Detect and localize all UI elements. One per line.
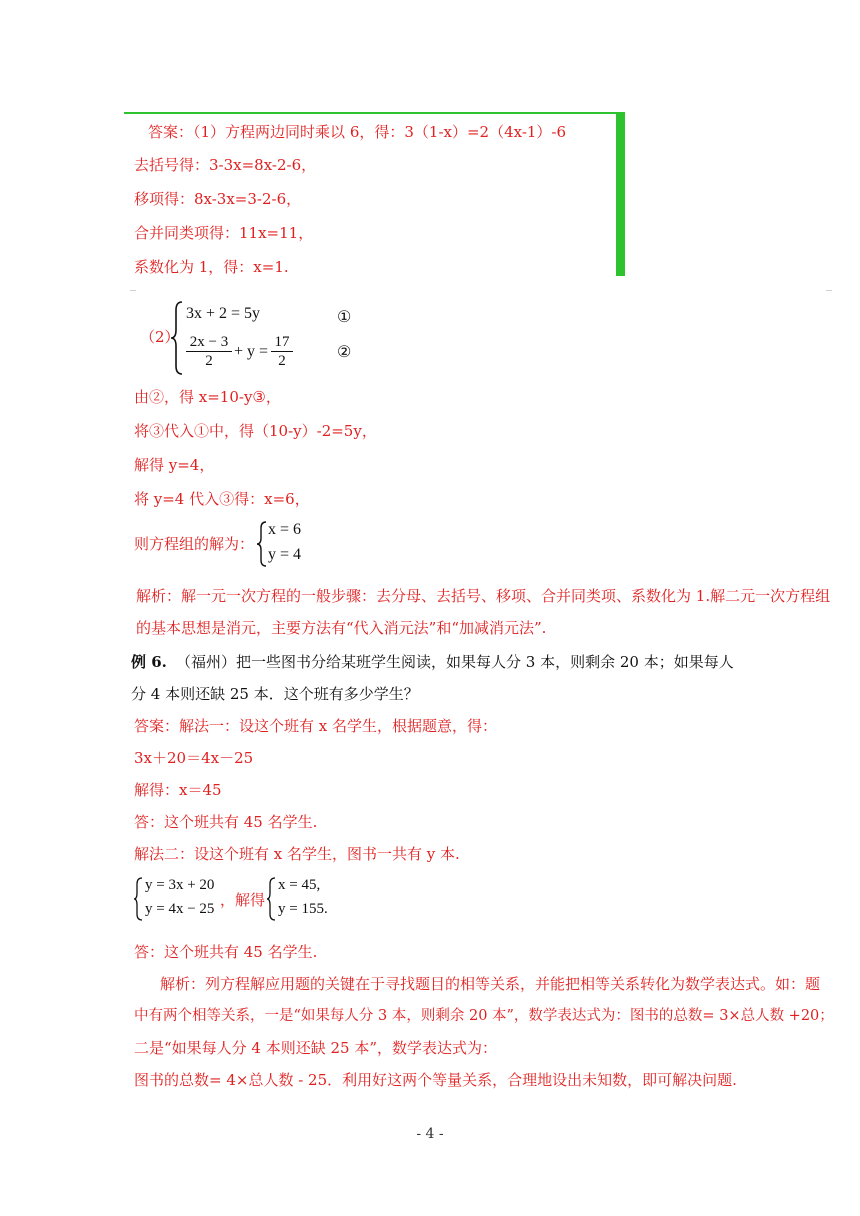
solution-label: 则方程组的解为： [134,535,255,553]
answer-6-line-5: 解法二：设这个班有 x 名学生，图书一共有 y 本. [134,845,460,863]
equation-2-denominator: 2 [205,353,213,369]
part2-label: （2） [140,328,180,346]
analysis-2-line-3: 二是“如果每人分 4 本则还缺 25 本”，数学表达式为： [134,1039,498,1057]
analysis-2-line-2: 中有两个相等关系，一是“如果每人分 3 本，则剩余 20 本”，数学表达式为：图书的总数= 3×总人数 +20； [134,1008,834,1024]
divider-mark-left [130,290,136,291]
answer-6-line-1: 答案：解法一：设这个班有 x 名学生，根据题意，得： [134,717,497,735]
system-brace-3 [266,876,277,922]
solution-brace [256,520,268,568]
analysis-2-line-4: 图书的总数= 4×总人数 - 25．利用好这两个等量关系，合理地设出未知数，即可解决问题. [134,1071,737,1089]
system-3-eq-b: y = 155. [278,901,328,917]
equation-2-rhs-numerator: 17 [271,333,293,352]
solve-word: ，解得 [220,891,266,909]
solution-y: y = 4 [268,546,302,563]
page-number: - 4 - [416,1126,444,1142]
system-brace-2 [133,876,144,922]
example-6-text-2: 分 4 本则还缺 25 本．这个班有多少学生？ [131,685,419,703]
example-6-label: 例 6. [131,653,167,671]
answer-box-line-5: 系数化为 1，得：x=1. [134,258,289,276]
solution-x: x = 6 [268,521,302,538]
system-2-eq-b: y = 4x − 25 [145,901,215,917]
divider-mark-right [826,290,832,291]
analysis-1-line-2: 的基本思想是消元，主要方法有“代入消元法”和“加减消元法”. [136,619,547,637]
analysis-1-line-1: 解析：解一元一次方程的一般步骤：去分母、去括号、移项、合并同类项、系数化为 1.解二元一次方程组 [136,587,831,605]
system-2-eq-a: y = 3x + 20 [145,877,215,893]
equation-1: 3x + 2 = 5y [186,305,261,322]
answer-box-line-3: 移项得：8x-3x=3-2-6， [134,190,302,208]
equation-2-rhs-fraction [271,333,293,370]
part2-step-1: 由②，得 x=10-y③， [134,388,281,406]
answer-6-line-4: 答：这个班共有 45 名学生. [134,813,318,831]
answer-6-line-2: 3x＋20＝4x－25 [134,749,254,767]
part2-step-2: 将③代入①中，得（10-y）-2=5y， [134,422,377,440]
equation-2-fraction [186,333,232,370]
system-3-eq-a: x = 45, [278,877,321,893]
system-brace-1 [170,300,184,376]
equation-2-rhs-denominator: 2 [278,353,286,369]
answer-6-line-3: 解得：x＝45 [134,781,222,799]
equation-2-mark: ② [337,342,352,361]
answer-6-line-6: 答：这个班共有 45 名学生. [134,943,318,961]
analysis-2-line-1: 解析：列方程解应用题的关键在于寻找题目的相等关系，并能把相等关系转化为数学表达式。如：题 [160,975,821,993]
answer-box-line-1: 答案：（1）方程两边同时乘以 6，得：3（1-x）=2（4x-1）-6 [148,123,567,141]
equation-2-numerator: 2x − 3 [186,333,232,352]
part2-step-3: 解得 y=4， [134,456,215,474]
example-6-text-1: （福州）把一些图书分给某班学生阅读，如果每人分 3 本，则剩余 20 本；如果每人 [176,653,734,671]
part2-step-4: 将 y=4 代入③得：x=6， [134,490,310,508]
equation-1-mark: ① [337,307,352,326]
equation-2-middle: + y = [234,343,269,360]
answer-box-line-2: 去括号得：3-3x=8x-2-6， [134,156,317,174]
answer-box-line-4: 合并同类项得：11x=11， [134,224,314,242]
